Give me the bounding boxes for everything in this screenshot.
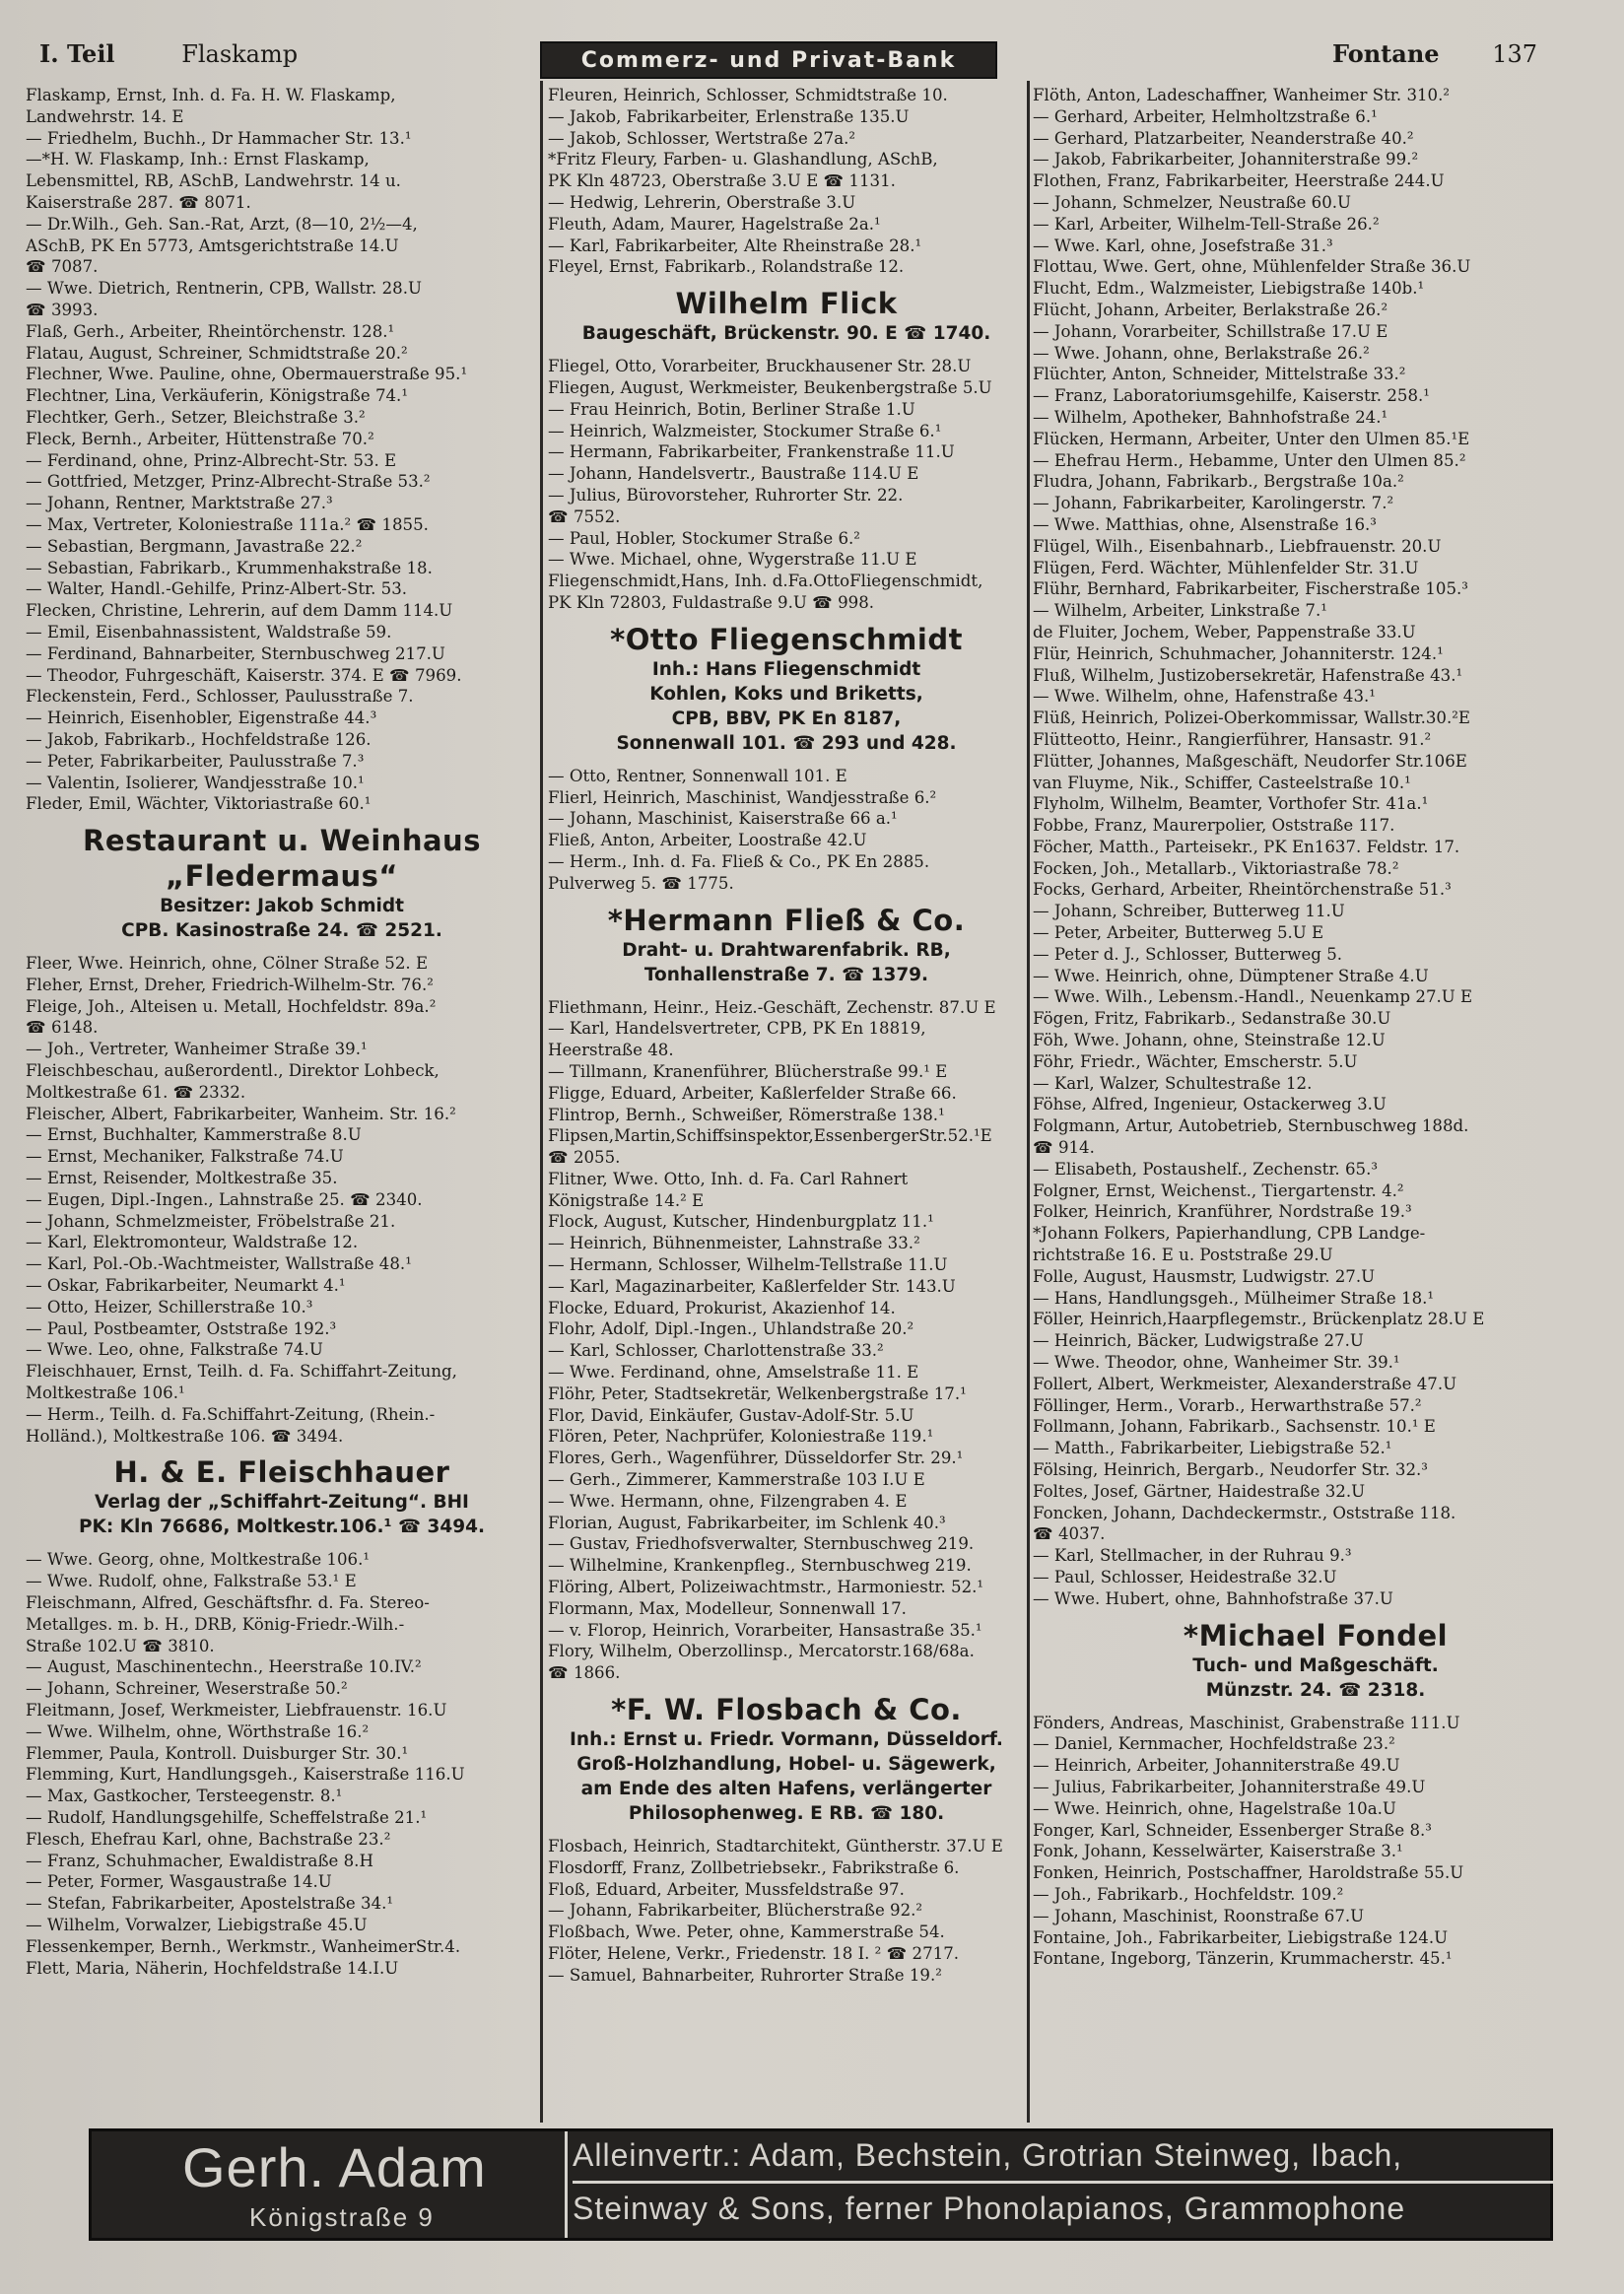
directory-entry: Fleck, Bernh., Arbeiter, Hüttenstraße 70.² (26, 429, 374, 448)
directory-entry: ☎ 1866. (548, 1663, 621, 1683)
directory-entry: Folker, Heinrich, Kranführer, Nordstraße 19.³ (1033, 1202, 1412, 1222)
directory-entry: Floß, Eduard, Arbeiter, Mussfeldstraße 97. (548, 1879, 905, 1899)
directory-entry: richtstraße 16. E u. Poststraße 29.U (1033, 1246, 1333, 1265)
ad-line: Besitzer: Jakob Schmidt (160, 896, 404, 917)
directory-entry: — Wwe. Leo, ohne, Falkstraße 74.U (26, 1340, 323, 1360)
directory-entry: Flor, David, Einkäufer, Gustav-Adolf-Str. 5.U (548, 1405, 914, 1425)
directory-entry: — Wwe. Wilhelm, ohne, Wörthstraße 16.² (26, 1721, 370, 1741)
directory-entry: Moltkestraße 106.¹ (26, 1383, 185, 1403)
directory-entry: Föcher, Matth., Parteisekr., PK En1637. Feldstr. 17. (1033, 837, 1460, 856)
directory-entry: — Daniel, Kernmacher, Hochfeldstraße 23.² (1033, 1734, 1395, 1754)
ad-line: Philosophenweg. E RB. ☎ 180. (628, 1803, 945, 1825)
directory-entry: — Wwe. Heinrich, ohne, Dümptener Straße 4.U (1033, 966, 1429, 985)
directory-entry: — Wwe. Karl, ohne, Josefstraße 31.³ (1033, 236, 1333, 255)
directory-entry: — Wilhelm, Arbeiter, Linkstraße 7.¹ (1033, 601, 1327, 621)
directory-entry: Lebensmittel, RB, ASchB, Landwehrstr. 14 u. (26, 171, 401, 191)
ad-line: Baugeschäft, Brückenstr. 90. E ☎ 1740. (581, 323, 991, 345)
directory-entry: Fölsing, Heinrich, Bergarb., Neudorfer Str. 32.³ (1033, 1460, 1428, 1479)
directory-entry: Flaskamp, Ernst, Inh. d. Fa. H. W. Flaskamp, (26, 86, 396, 104)
directory-entry: — Karl, Elektromonteur, Waldstraße 12. (26, 1233, 359, 1252)
directory-entry: — Ferdinand, ohne, Prinz-Albrecht-Str. 53. E (26, 450, 397, 470)
ad-name: *Michael Fondel (1183, 1618, 1449, 1653)
ad-name: H. & E. Fleischhauer (113, 1455, 450, 1490)
directory-entry: — Herm., Inh. d. Fa. Fließ & Co., PK En 2885. (548, 851, 930, 871)
directory-entry: — Johann, Vorarbeiter, Schillstraße 17.U E (1033, 321, 1388, 341)
directory-entry: — Wwe. Michael, ohne, Wygerstraße 11.U E (548, 550, 917, 570)
directory-entry: ☎ 3993. (26, 300, 99, 319)
directory-entry: — Ferdinand, Bahnarbeiter, Sternbuschweg 217.U (26, 643, 445, 663)
directory-entry: — Franz, Schuhmacher, Ewaldistraße 8.H (26, 1851, 373, 1870)
directory-entry: — Hedwig, Lehrerin, Oberstraße 3.U (548, 192, 856, 212)
directory-entry: Follert, Albert, Werkmeister, Alexanderstraße 47.U (1033, 1374, 1457, 1393)
directory-entry: — Wwe. Matthias, ohne, Alsenstraße 16.³ (1033, 514, 1377, 534)
directory-entry: Flosbach, Heinrich, Stadtarchitekt, Güntherstr. 37.U E (548, 1837, 1003, 1856)
directory-entry: — Samuel, Bahnarbeiter, Ruhrorter Straße 19.² (548, 1965, 942, 1985)
ad-name: Wilhelm Flick (675, 287, 898, 321)
directory-entry: Flechtker, Gerh., Setzer, Bleichstraße 3.² (26, 407, 366, 427)
directory-entry: Fligge, Eduard, Arbeiter, Kaßlerfelder Straße 66. (548, 1083, 957, 1103)
ad-name: *Hermann Fließ & Co. (607, 903, 966, 937)
directory-entry: — Julius, Bürovorsteher, Ruhrorter Str. 22. (548, 485, 904, 505)
directory-entry: Holländ.), Moltkestraße 106. ☎ 3494. (26, 1426, 344, 1446)
ad-line: Tuch- und Maßgeschäft. (1192, 1654, 1439, 1676)
directory-entry: Flöring, Albert, Polizeiwachtmstr., Harmoniestr. 52.¹ (548, 1578, 984, 1597)
directory-entry: — Johann, Maschinist, Roonstraße 67.U (1033, 1906, 1365, 1925)
bank-banner: Commerz- und Privat-Bank (540, 41, 997, 79)
directory-entry: — Wwe. Ferdinand, ohne, Amselstraße 11. E (548, 1363, 919, 1383)
directory-entry: — Max, Gastkocher, Tersteegenstr. 8.¹ (26, 1787, 343, 1806)
directory-entry: — Karl, Pol.-Ob.-Wachtmeister, Wallstraße 48.¹ (26, 1254, 412, 1274)
directory-entry: — August, Maschinentechn., Heerstraße 10.IV.² (26, 1657, 422, 1677)
directory-entry: Flüß, Heinrich, Polizei-Oberkommissar, Wallstr.30.²E (1033, 708, 1470, 728)
directory-entry: — Ernst, Reisender, Moltkestraße 35. (26, 1169, 338, 1188)
directory-entry: — Karl, Fabrikarbeiter, Alte Rheinstraße 28.¹ (548, 236, 922, 255)
directory-entry: — Wwe. Theodor, ohne, Wanheimer Str. 39.¹ (1033, 1353, 1400, 1373)
directory-entry: Fonger, Karl, Schneider, Essenberger Straße 8.³ (1033, 1820, 1432, 1840)
directory-entry: PK Kln 48723, Oberstraße 3.U E ☎ 1131. (548, 171, 896, 191)
directory-entry: — Wwe. Johann, ohne, Berlakstraße 26.² (1033, 343, 1370, 363)
ad-line: Tonhallenstraße 7. ☎ 1379. (643, 964, 929, 985)
directory-entry: Fluß, Wilhelm, Justizobersekretär, Hafenstraße 43.¹ (1033, 665, 1463, 685)
directory-entry: Flohr, Adolf, Dipl.-Ingen., Uhlandstraße 20.² (548, 1319, 914, 1339)
directory-entry: Foltes, Josef, Gärtner, Haidestraße 32.U (1033, 1481, 1366, 1501)
directory-entry: Flothen, Franz, Fabrikarbeiter, Heerstraße 244.U (1033, 171, 1445, 191)
directory-entry: Flücken, Hermann, Arbeiter, Unter den Ulmen 85.¹E (1033, 429, 1470, 448)
advertisement-fleischhauer (26, 1454, 538, 1539)
directory-entry: van Fluyme, Nik., Schiffer, Casteelstraße 10.¹ (1033, 773, 1411, 792)
directory-entry: Fliegen, August, Werkmeister, Beukenbergstraße 5.U (548, 377, 992, 397)
directory-entry: Flottau, Wwe. Gert, ohne, Mühlenfelder Straße 36.U (1033, 257, 1471, 277)
directory-entry: — Matth., Fabrikarbeiter, Liebigstraße 52.¹ (1033, 1439, 1392, 1458)
directory-entry: Flores, Gerh., Wagenführer, Düsseldorfer Str. 29.¹ (548, 1449, 964, 1468)
directory-entry: — Joh., Fabrikarb., Hochfeldstr. 109.² (1033, 1884, 1344, 1904)
page-number: 137 (1492, 40, 1537, 68)
directory-entry: — Franz, Laboratoriumsgehilfe, Kaiserstr. 258.¹ (1033, 386, 1430, 406)
entries-block (548, 997, 1025, 1685)
ad-line: PK: Kln 76686, Moltkestr.106.¹ ☎ 3494. (78, 1517, 486, 1538)
ad-name: „Fledermaus“ (166, 859, 398, 894)
directory-entry: Fleitmann, Josef, Werkmeister, Liebfrauenstr. 16.U (26, 1701, 447, 1720)
entries-block (548, 85, 1025, 278)
directory-entry: Fontane, Ingeborg, Tänzerin, Krummacherstr. 45.¹ (1033, 1949, 1453, 1969)
directory-entry: — Karl, Handelsvertreter, CPB, PK En 18819, (548, 1019, 926, 1039)
directory-entry: — Frau Heinrich, Botin, Berliner Straße 1.U (548, 399, 915, 419)
directory-entry: Folgner, Ernst, Weichenst., Tiergartenstr. 4.² (1033, 1181, 1404, 1200)
directory-entry: Fönders, Andreas, Maschinist, Grabenstraße 111.U (1033, 1713, 1460, 1732)
directory-entry: Flosdorff, Franz, Zollbetriebsekr., Fabrikstraße 6. (548, 1857, 960, 1877)
ad-line: Kohlen, Koks und Briketts, (649, 683, 923, 705)
directory-entry: — Paul, Hobler, Stockumer Straße 6.² (548, 528, 860, 548)
directory-entry: — Gerhard, Platzarbeiter, Neanderstraße 40.² (1033, 128, 1414, 148)
footer-divider (565, 2131, 568, 2238)
directory-entry: ☎ 6148. (26, 1018, 99, 1038)
entries-block (548, 766, 1025, 895)
directory-entry: — Peter d. J., Schlosser, Butterweg 5. (1033, 944, 1343, 964)
advertisement-fledermaus (26, 823, 538, 943)
directory-entry: Folgmann, Artur, Autobetrieb, Sternbuschweg 188d. (1033, 1116, 1469, 1136)
directory-entry: — Peter, Arbeiter, Butterweg 5.U E (1033, 923, 1324, 943)
directory-entry: — Karl, Stellmacher, in der Ruhrau 9.³ (1033, 1546, 1352, 1566)
ad-name: *F. W. Flosbach & Co. (611, 1693, 962, 1727)
directory-entry: Flesch, Ehefrau Karl, ohne, Bachstraße 23.² (26, 1829, 391, 1849)
ad-line: Groß-Holzhandlung, Hobel- u. Sägewerk, (576, 1754, 996, 1776)
directory-entry: Flechner, Wwe. Pauline, ohne, Obermauerstraße 95.¹ (26, 365, 468, 384)
directory-entry: ☎ 914. (1033, 1138, 1095, 1158)
directory-entry: — Sebastian, Bergmann, Javastraße 22.² (26, 536, 363, 556)
directory-entry: — Rudolf, Handlungsgehilfe, Scheffelstraße 21.¹ (26, 1807, 428, 1827)
footer-address: Königstraße 9 (249, 2202, 435, 2232)
directory-entry: — Ernst, Mechaniker, Falkstraße 74.U (26, 1147, 344, 1167)
directory-entry: — Wwe. Hermann, ohne, Filzengraben 4. E (548, 1491, 908, 1511)
directory-entry: Fleckenstein, Ferd., Schlosser, Paulusstraße 7. (26, 687, 414, 707)
directory-entry: Flügen, Ferd. Wächter, Mühlenfelder Str. 31.U (1033, 558, 1419, 577)
directory-entry: — Gustav, Friedhofsverwalter, Sternbuschweg 219. (548, 1534, 975, 1554)
directory-entry: Flatau, August, Schreiner, Schmidtstraße 20.² (26, 343, 408, 363)
directory-entry: — Karl, Schlosser, Charlottenstraße 33.² (548, 1341, 884, 1361)
directory-entry: ASchB, PK En 5773, Amtsgerichtstraße 14.U (26, 236, 399, 255)
directory-entry: — Johann, Handelsvertr., Baustraße 114.U E (548, 464, 919, 484)
directory-entry: — Heinrich, Bühnenmeister, Lahnstraße 33.² (548, 1234, 920, 1253)
left-guide-word: Flaskamp (181, 40, 299, 68)
directory-entry: Flintrop, Bernh., Schweißer, Römerstraße 138.¹ (548, 1105, 945, 1124)
directory-entry: — Johann, Schmelzmeister, Fröbelstraße 21. (26, 1211, 396, 1231)
directory-entry: — Johann, Fabrikarbeiter, Karolingerstr. 7.² (1033, 494, 1394, 513)
directory-entry: Föh, Wwe. Johann, ohne, Steinstraße 12.U (1033, 1031, 1386, 1050)
directory-entry: — Gerh., Zimmerer, Kammerstraße 103 I.U E (548, 1470, 925, 1490)
directory-entry: Flock, August, Kutscher, Hindenburgplatz 11.¹ (548, 1212, 934, 1232)
directory-entry: — Ernst, Buchhalter, Kammerstraße 8.U (26, 1125, 362, 1145)
advertisement-flosbach (548, 1692, 1025, 1826)
directory-entry: — Johann, Schmelzer, Neustraße 60.U (1033, 192, 1352, 212)
column-1 (26, 85, 538, 1979)
directory-entry: Floßbach, Wwe. Peter, ohne, Kammerstraße 54. (548, 1923, 945, 1942)
directory-entry: — Sebastian, Fabrikarb., Krummenhakstraße 18. (26, 558, 433, 577)
directory-entry: Flechtner, Lina, Verkäuferin, Königstraße 74.¹ (26, 386, 408, 406)
directory-entry: — Jakob, Fabrikarbeiter, Erlenstraße 135.U (548, 106, 910, 126)
directory-entry: Flütter, Johannes, Maßgeschäft, Neudorfer Str.106E (1033, 751, 1467, 771)
running-header-left (39, 39, 298, 79)
directory-entry: — Dr.Wilh., Geh. San.-Rat, Arzt, (8—10, 2½—4, (26, 214, 418, 234)
directory-entry: — Hermann, Fabrikarbeiter, Frankenstraße 11.U (548, 442, 955, 462)
directory-entry: — Wilhelmine, Krankenpfleg., Sternbuschweg 219. (548, 1556, 972, 1576)
right-guide-word: Fontane (1332, 39, 1440, 68)
directory-entry: — Paul, Schlosser, Heidestraße 32.U (1033, 1567, 1337, 1586)
directory-entry: Flocke, Eduard, Prokurist, Akazienhof 14. (548, 1298, 896, 1317)
directory-entry: — Gerhard, Arbeiter, Helmholtzstraße 6.¹ (1033, 106, 1378, 126)
directory-entry: — Theodor, Fuhrgeschäft, Kaiserstr. 374. E ☎ 7969. (26, 665, 462, 685)
directory-entry: — Paul, Postbeamter, Oststraße 192.³ (26, 1318, 337, 1338)
directory-entry: Flühr, Bernhard, Fabrikarbeiter, Fischerstraße 105.³ (1033, 579, 1468, 599)
directory-entry: Flemming, Kurt, Handlungsgeh., Kaiserstraße 116.U (26, 1765, 465, 1785)
directory-entry: Flitner, Wwe. Otto, Inh. d. Fa. Carl Rahnert (548, 1169, 909, 1188)
directory-entry: Fögen, Fritz, Fabrikarb., Sedanstraße 30.U (1033, 1009, 1391, 1029)
directory-entry: Flören, Peter, Nachprüfer, Koloniestraße 119.¹ (548, 1427, 934, 1447)
directory-entry: Focken, Joh., Metallarb., Viktoriastraße 78.² (1033, 858, 1399, 878)
directory-entry: — Wilhelm, Vorwalzer, Liebigstraße 45.U (26, 1915, 368, 1934)
directory-entry: Fliegenschmidt,Hans, Inh. d.Fa.OttoFliegenschmidt, (548, 572, 983, 591)
directory-entry: Fließ, Anton, Arbeiter, Loostraße 42.U (548, 831, 867, 850)
running-header-right (1332, 39, 1537, 79)
directory-entry: Follmann, Johann, Fabrikarb., Sachsenstr. 10.¹ E (1033, 1417, 1436, 1437)
directory-entry: — Wwe. Heinrich, ohne, Hagelstraße 10a.U (1033, 1798, 1396, 1818)
ad-line: Sonnenwall 101. ☎ 293 und 428. (616, 732, 957, 754)
directory-entry: Flöter, Helene, Verkr., Friedenstr. 18 I. ² ☎ 2717. (548, 1944, 960, 1963)
part-label: I. Teil (39, 39, 115, 68)
ad-name: *Otto Fliegenschmidt (610, 622, 963, 656)
directory-entry: Fleder, Emil, Wächter, Viktoriastraße 60.¹ (26, 794, 372, 814)
ad-line: Verlag der „Schiffahrt-Zeitung“. BHI (95, 1492, 469, 1514)
directory-entry: Fleyel, Ernst, Fabrikarb., Rolandstraße 12. (548, 257, 905, 277)
directory-entry: Flür, Heinrich, Schuhmacher, Johanniterstr. 124.¹ (1033, 643, 1444, 663)
advertisement-fliess (548, 903, 1025, 987)
directory-entry: — Friedhelm, Buchh., Dr Hammacher Str. 13.¹ (26, 128, 412, 148)
directory-entry: Fleischbeschau, außerordentl., Direktor Lohbeck, (26, 1061, 440, 1081)
directory-entry: — Stefan, Fabrikarbeiter, Apostelstraße 34.¹ (26, 1894, 394, 1914)
directory-entry: Flöhr, Peter, Stadtsekretär, Welkenbergstraße 17.¹ (548, 1383, 967, 1403)
directory-entry: — Eugen, Dipl.-Ingen., Lahnstraße 25. ☎ 2340. (26, 1189, 423, 1209)
directory-entry: Straße 102.U ☎ 3810. (26, 1636, 215, 1655)
directory-entry: — Johann, Fabrikarbeiter, Blücherstraße 92.² (548, 1901, 923, 1921)
advertisement-fondel (1033, 1618, 1598, 1703)
directory-entry: Föller, Heinrich,Haarpflegemstr., Brückenplatz 28.U E (1033, 1310, 1485, 1329)
directory-entry: — Julius, Fabrikarbeiter, Johanniterstraße 49.U (1033, 1777, 1426, 1796)
directory-entry: Fonk, Johann, Kesselwärter, Kaiserstraße 3.¹ (1033, 1842, 1403, 1861)
directory-entry: Fliegel, Otto, Vorarbeiter, Bruckhausener Str. 28.U (548, 357, 972, 376)
footer-brand: Gerh. Adam (182, 2136, 487, 2198)
entries-block (26, 1549, 538, 1979)
directory-entry: — Ehefrau Herm., Hebamme, Unter den Ulmen 85.² (1033, 450, 1466, 470)
directory-entry: Heerstraße 48. (548, 1041, 674, 1060)
directory-entry: — Wwe. Georg, ohne, Moltkestraße 106.¹ (26, 1550, 371, 1570)
directory-entry: Fleischmann, Alfred, Geschäftsfhr. d. Fa. Stereo- (26, 1593, 430, 1613)
directory-entry: — Hermann, Schlosser, Wilhelm-Tellstraße 11.U (548, 1255, 948, 1275)
directory-entry: — Gottfried, Metzger, Prinz-Albrecht-Straße 53.² (26, 472, 431, 492)
directory-entry: — Johann, Schreiner, Weserstraße 50.² (26, 1679, 348, 1699)
directory-entry: Flierl, Heinrich, Maschinist, Wandjesstraße 6.² (548, 787, 937, 807)
advertisement-fliegenschmidt (548, 622, 1025, 756)
directory-entry: — Wwe. Wilh., Lebensm.-Handl., Neuenkamp 27.U E (1033, 987, 1473, 1007)
directory-entry: Pulverweg 5. ☎ 1775. (548, 873, 734, 893)
directory-entry: Fonken, Heinrich, Postschaffner, Haroldstraße 55.U (1033, 1863, 1464, 1883)
directory-entry: — Walter, Handl.-Gehilfe, Prinz-Albert-Str. 53. (26, 579, 408, 599)
directory-entry: Flormann, Max, Modelleur, Sonnenwall 17. (548, 1598, 907, 1618)
entries-block (1033, 1713, 1598, 1971)
directory-entry: — Jakob, Fabrikarb., Hochfeldstraße 126. (26, 729, 372, 749)
directory-entry: Florian, August, Fabrikarbeiter, im Schlenk 40.³ (548, 1513, 946, 1532)
directory-entry: Fleher, Ernst, Dreher, Friedrich-Wilhelm-Str. 76.² (26, 975, 434, 994)
directory-entry: Fleuren, Heinrich, Schlosser, Schmidtstraße 10. (548, 86, 948, 104)
directory-entry: — Karl, Arbeiter, Wilhelm-Tell-Straße 26.² (1033, 214, 1380, 234)
footer-line-2: Steinway & Sons, ferner Phonolapianos, Grammophone (573, 2191, 1406, 2226)
directory-entry: Fleuth, Adam, Maurer, Hagelstraße 2a.¹ (548, 214, 881, 234)
directory-entry: Fleischer, Albert, Fabrikarbeiter, Wanheim. Str. 16.² (26, 1104, 456, 1123)
ad-name: Restaurant u. Weinhaus (83, 824, 481, 858)
directory-entry: Fleischhauer, Ernst, Teilh. d. Fa. Schiffahrt-Zeitung, (26, 1362, 457, 1382)
directory-entry: Flaß, Gerh., Arbeiter, Rheintörchenstr. 128.¹ (26, 321, 395, 341)
directory-entry: Folle, August, Hausmstr, Ludwigstr. 27.U (1033, 1266, 1376, 1286)
directory-entry: — Jakob, Fabrikarbeiter, Johanniterstraße 99.² (1033, 150, 1419, 169)
directory-entry: — Johann, Schreiber, Butterweg 11.U (1033, 902, 1345, 921)
directory-entry: — Jakob, Schlosser, Wertstraße 27a.² (548, 128, 856, 148)
column-2 (548, 85, 1025, 1987)
directory-entry: Fleer, Wwe. Heinrich, ohne, Cölner Straße 52. E (26, 954, 429, 974)
directory-entry: ☎ 4037. (1033, 1524, 1106, 1544)
directory-entry: — Peter, Fabrikarbeiter, Paulusstraße 7.³ (26, 751, 365, 771)
directory-entry: — Peter, Former, Wasgaustraße 14.U (26, 1872, 332, 1892)
directory-entry: — Wilhelm, Apotheker, Bahnhofstraße 24.¹ (1033, 407, 1388, 427)
directory-entry: Föhr, Friedr., Wächter, Emscherstr. 5.U (1033, 1051, 1358, 1071)
directory-entry: — Emil, Eisenbahnassistent, Waldstraße 59. (26, 622, 392, 641)
directory-entry: Flessenkemper, Bernh., Werkmstr., WanheimerStr.4. (26, 1936, 461, 1956)
directory-entry: Föllinger, Herm., Vorarb., Herwarthstraße 57.² (1033, 1395, 1422, 1415)
directory-entry: de Fluiter, Jochem, Weber, Pappenstraße 33.U (1033, 622, 1416, 641)
ad-line: am Ende des alten Hafens, verlängerter (580, 1779, 992, 1800)
directory-entry: — Hans, Handlungsgeh., Mülheimer Straße 18.¹ (1033, 1288, 1435, 1308)
directory-entry: Kaiserstraße 287. ☎ 8071. (26, 192, 251, 212)
directory-entry: *Fritz Fleury, Farben- u. Glashandlung, ASchB, (548, 150, 938, 169)
entries-block (26, 85, 538, 815)
directory-entry: Flucht, Edm., Walzmeister, Liebigstraße 140b.¹ (1033, 279, 1425, 299)
directory-entry: — Joh., Vertreter, Wanheimer Straße 39.¹ (26, 1040, 368, 1059)
directory-entry: Fleige, Joh., Alteisen u. Metall, Hochfeldstr. 89a.² (26, 996, 437, 1016)
directory-entry: Flücht, Johann, Arbeiter, Berlakstraße 26.² (1033, 300, 1388, 319)
ad-line: CPB, BBV, PK En 8187, (671, 708, 902, 729)
directory-entry: Königstraße 14.² E (548, 1190, 705, 1210)
directory-entry: Foncken, Johann, Dachdeckermstr., Oststraße 118. (1033, 1503, 1456, 1522)
directory-entry: *Johann Folkers, Papierhandlung, CPB Landge- (1033, 1224, 1426, 1244)
directory-entry: Flöth, Anton, Ladeschaffner, Wanheimer Str. 310.² (1033, 86, 1451, 104)
directory-entry: — Otto, Heizer, Schillerstraße 10.³ (26, 1297, 313, 1316)
directory-entry: — Otto, Rentner, Sonnenwall 101. E (548, 766, 847, 785)
ad-line: Münzstr. 24. ☎ 2318. (1205, 1679, 1426, 1701)
directory-entry: — Herm., Teilh. d. Fa.Schiffahrt-Zeitung, (Rhein.- (26, 1404, 436, 1424)
ad-line: Inh.: Hans Fliegenschmidt (651, 658, 921, 680)
directory-entry: — Wwe. Hubert, ohne, Bahnhofstraße 37.U (1033, 1588, 1393, 1608)
directory-entry: — Valentin, Isolierer, Wandjesstraße 10.¹ (26, 773, 365, 792)
directory-entry: Flett, Maria, Näherin, Hochfeldstraße 14.I.U (26, 1958, 399, 1978)
directory-entry: — Johann, Rentner, Marktstraße 27.³ (26, 494, 333, 513)
directory-entry: Moltkestraße 61. ☎ 2332. (26, 1082, 246, 1102)
entries-block (548, 356, 1025, 614)
directory-entry: — v. Florop, Heinrich, Vorarbeiter, Hansastraße 35.¹ (548, 1620, 982, 1640)
directory-entry: ☎ 2055. (548, 1148, 621, 1168)
directory-entry: — Wwe. Rudolf, ohne, Falkstraße 53.¹ E (26, 1572, 357, 1591)
directory-entry: — Heinrich, Bäcker, Ludwigstraße 27.U (1033, 1331, 1364, 1351)
directory-entry: — Wwe. Dietrich, Rentnerin, CPB, Wallstr. 28.U (26, 279, 422, 299)
footer-advertisement (89, 2128, 1553, 2241)
directory-entry: Flütteotto, Heinr., Rangierführer, Hansastr. 91.² (1033, 729, 1432, 749)
directory-entry: — Max, Vertreter, Koloniestraße 111a.² ☎ 1855. (26, 514, 429, 534)
directory-entry: Föhse, Alfred, Ingenieur, Ostackerweg 3.U (1033, 1095, 1387, 1114)
directory-entry: Flüchter, Anton, Schneider, Mittelstraße 33.² (1033, 365, 1406, 384)
directory-entry: Flemmer, Paula, Kontroll. Duisburger Str. 30.¹ (26, 1743, 409, 1763)
directory-entry: ☎ 7087. (26, 257, 99, 277)
ad-line: Inh.: Ernst u. Friedr. Vormann, Düsseldorf. (570, 1729, 1003, 1751)
directory-entry: Fludra, Johann, Fabrikarb., Bergstraße 10a.² (1033, 472, 1404, 492)
directory-entry: Fobbe, Franz, Maurerpolier, Oststraße 117. (1033, 816, 1395, 836)
advertisement-flick (548, 286, 1025, 346)
entries-block (548, 1836, 1025, 1987)
directory-entry: — Heinrich, Arbeiter, Johanniterstraße 49.U (1033, 1756, 1400, 1776)
directory-entry: Landwehrstr. 14. E (26, 106, 184, 126)
directory-entry: Flipsen,Martin,Schiffsinspektor,EssenbergerStr.52.¹E (548, 1126, 992, 1146)
directory-entry: ☎ 7552. (548, 506, 621, 526)
ad-line: CPB. Kasinostraße 24. ☎ 2521. (121, 920, 442, 942)
footer-rule (573, 2181, 1554, 2184)
directory-entry: — Heinrich, Walzmeister, Stockumer Straße 6.¹ (548, 421, 942, 440)
directory-entry: PK Kln 72803, Fuldastraße 9.U ☎ 998. (548, 592, 875, 612)
directory-entry: Flecken, Christine, Lehrerin, auf dem Damm 114.U (26, 601, 453, 621)
directory-entry: — Oskar, Fabrikarbeiter, Neumarkt 4.¹ (26, 1276, 346, 1296)
column-3 (1033, 85, 1598, 1970)
entries-block (1033, 85, 1598, 1610)
directory-entry: — Johann, Maschinist, Kaiserstraße 66 a.¹ (548, 809, 898, 829)
directory-entry: Focks, Gerhard, Arbeiter, Rheintörchenstraße 51.³ (1033, 880, 1452, 900)
directory-entry: — Wwe. Wilhelm, ohne, Hafenstraße 43.¹ (1033, 687, 1376, 707)
directory-entry: Flory, Wilhelm, Oberzollinsp., Mercatorstr.168/68a. (548, 1642, 975, 1661)
directory-entry: — Karl, Walzer, Schultestraße 12. (1033, 1073, 1313, 1093)
directory-entry: — Tillmann, Kranenführer, Blücherstraße 99.¹ E (548, 1061, 948, 1081)
directory-entry: —*H. W. Flaskamp, Inh.: Ernst Flaskamp, (26, 150, 370, 169)
directory-entry: — Elisabeth, Postaushelf., Zechenstr. 65.³ (1033, 1159, 1379, 1179)
entries-block (26, 953, 538, 1447)
directory-entry: Metallges. m. b. H., DRB, König-Friedr.-Wilh.- (26, 1614, 405, 1634)
column-divider-1 (540, 81, 543, 2123)
column-divider-2 (1027, 81, 1030, 2123)
footer-line-1: Alleinvertr.: Adam, Bechstein, Grotrian Steinweg, Ibach, (573, 2137, 1403, 2173)
directory-entry: Flyholm, Wilhelm, Beamter, Vorthofer Str. 41a.¹ (1033, 794, 1429, 814)
directory-entry: — Karl, Magazinarbeiter, Kaßlerfelder Str. 143.U (548, 1276, 956, 1296)
directory-entry: — Heinrich, Eisenhobler, Eigenstraße 44.³ (26, 708, 377, 728)
ad-line: Draht- u. Drahtwarenfabrik. RB, (622, 939, 951, 961)
directory-entry: Flügel, Wilh., Eisenbahnarb., Liebfrauenstr. 20.U (1033, 536, 1442, 556)
directory-entry: Fliethmann, Heinr., Heiz.-Geschäft, Zechenstr. 87.U E (548, 997, 996, 1017)
directory-entry: Fontaine, Joh., Fabrikarbeiter, Liebigstraße 124.U (1033, 1927, 1449, 1947)
